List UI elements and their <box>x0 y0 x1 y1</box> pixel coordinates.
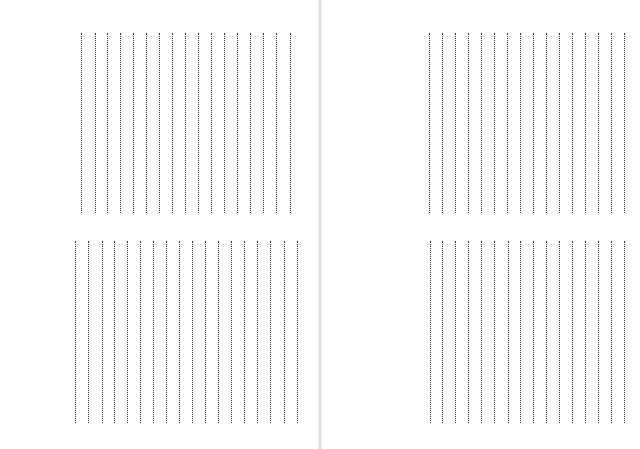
toc-dot-leader <box>520 33 521 213</box>
toc-entry <box>436 238 449 428</box>
toc-dot-leader <box>429 33 430 213</box>
toc-dot-leader <box>611 33 612 213</box>
toc-entry <box>553 238 566 428</box>
toc-dot-leader <box>546 33 547 213</box>
toc-dot-leader <box>508 241 509 423</box>
toc-entry <box>540 30 553 218</box>
toc-entry <box>153 30 166 218</box>
toc-dot-leader <box>494 33 495 213</box>
toc-entry <box>244 30 257 218</box>
toc-dot-leader <box>598 241 599 423</box>
toc-dot-leader <box>468 33 469 213</box>
toc-entry <box>264 238 277 428</box>
toc-entry <box>514 238 527 428</box>
toc-dot-leader <box>585 241 586 423</box>
toc-entry <box>277 238 290 428</box>
toc-dot-leader <box>211 33 212 213</box>
toc-entry <box>179 30 192 218</box>
toc-dot-leader <box>468 241 469 423</box>
toc-dot-leader <box>159 33 160 213</box>
toc-dot-leader <box>507 33 508 213</box>
toc-dot-leader <box>297 241 298 423</box>
toc-dot-leader <box>224 33 225 213</box>
toc-dot-leader <box>559 33 560 213</box>
toc-dot-leader <box>153 241 154 423</box>
toc-entry <box>449 238 462 428</box>
toc-entry <box>527 238 540 428</box>
toc-entry <box>134 238 147 428</box>
toc-entry <box>283 30 296 218</box>
toc-dot-leader <box>559 241 560 423</box>
toc-entry <box>462 30 475 218</box>
toc-entry <box>257 30 270 218</box>
toc-dot-leader <box>198 33 199 213</box>
toc-entry <box>462 238 475 428</box>
toc-dot-leader <box>520 241 521 423</box>
toc-dot-leader <box>624 241 625 423</box>
toc-dot-leader <box>95 33 96 213</box>
toc-dot-leader <box>276 33 277 213</box>
toc-entry <box>488 30 501 218</box>
toc-dot-leader <box>179 241 180 423</box>
toc-dot-leader <box>257 241 258 423</box>
toc-dot-leader <box>250 33 251 213</box>
toc-entry <box>218 30 231 218</box>
toc-entry <box>166 30 179 218</box>
toc-dot-leader <box>430 241 431 423</box>
toc-dot-leader <box>546 241 547 423</box>
toc-entry <box>114 30 127 218</box>
toc-dot-leader <box>81 33 82 213</box>
toc-dot-leader <box>218 241 219 423</box>
toc-dot-leader <box>442 33 443 213</box>
toc-entry <box>592 238 605 428</box>
toc-entry <box>199 238 212 428</box>
toc-entry <box>173 238 186 428</box>
toc-entry <box>160 238 173 428</box>
toc-dot-leader <box>533 33 534 213</box>
toc-entry <box>618 30 631 218</box>
toc-entry <box>540 238 553 428</box>
toc-dot-leader <box>140 241 141 423</box>
toc-dot-leader <box>88 241 89 423</box>
toc-entry <box>605 238 618 428</box>
toc-dot-leader <box>75 241 76 423</box>
toc-entry <box>251 238 264 428</box>
toc-dot-leader <box>481 241 482 423</box>
toc-dot-leader <box>284 241 285 423</box>
toc-dot-leader <box>572 33 573 213</box>
toc-dot-leader <box>585 33 586 213</box>
toc-entry <box>475 30 488 218</box>
toc-entry <box>592 30 605 218</box>
right-page <box>322 0 640 449</box>
toc-entry <box>618 238 631 428</box>
toc-entry <box>605 30 618 218</box>
toc-dot-leader <box>270 241 271 423</box>
toc-entry <box>290 238 303 428</box>
toc-dot-leader <box>290 33 291 213</box>
toc-dot-leader <box>231 241 232 423</box>
toc-entry <box>501 238 514 428</box>
toc-entry <box>82 238 95 428</box>
toc-entry <box>147 238 160 428</box>
toc-dot-leader <box>120 33 121 213</box>
toc-dot-leader <box>114 241 115 423</box>
toc-entry <box>121 238 134 428</box>
toc-dot-leader <box>102 241 103 423</box>
toc-entry <box>566 238 579 428</box>
toc-dot-leader <box>611 241 612 423</box>
toc-entry <box>488 238 501 428</box>
toc-entry <box>238 238 251 428</box>
toc-entry <box>225 238 238 428</box>
toc-dot-leader <box>237 33 238 213</box>
toc-dot-leader <box>205 241 206 423</box>
toc-entry <box>423 30 436 218</box>
toc-entry <box>231 30 244 218</box>
toc-dot-leader <box>127 241 128 423</box>
toc-dot-leader <box>263 33 264 213</box>
toc-entry <box>579 30 592 218</box>
toc-dot-leader <box>146 33 147 213</box>
toc-entry <box>205 30 218 218</box>
toc-dot-leader <box>185 33 186 213</box>
toc-dot-leader <box>598 33 599 213</box>
toc-entry <box>553 30 566 218</box>
toc-dot-leader <box>442 241 443 423</box>
toc-entry <box>101 30 114 218</box>
toc-dot-leader <box>572 241 573 423</box>
toc-entry <box>75 30 88 218</box>
toc-entry <box>514 30 527 218</box>
toc-entry <box>501 30 514 218</box>
toc-entry <box>192 30 205 218</box>
toc-dot-leader <box>192 241 193 423</box>
toc-dot-leader <box>172 33 173 213</box>
toc-dot-leader <box>455 241 456 423</box>
toc-entry <box>449 30 462 218</box>
toc-dot-leader <box>166 241 167 423</box>
toc-entry <box>527 30 540 218</box>
toc-dot-leader <box>244 241 245 423</box>
toc-entry <box>436 30 449 218</box>
toc-dot-leader <box>455 33 456 213</box>
toc-dot-leader <box>494 241 495 423</box>
toc-entry <box>69 238 82 428</box>
toc-dot-leader <box>624 33 625 213</box>
toc-entry <box>140 30 153 218</box>
toc-dot-leader <box>133 33 134 213</box>
toc-entry <box>212 238 225 428</box>
toc-entry <box>95 238 108 428</box>
toc-entry <box>423 238 436 428</box>
toc-entry <box>579 238 592 428</box>
toc-entry <box>475 238 488 428</box>
toc-entry <box>88 30 101 218</box>
toc-entry <box>127 30 140 218</box>
toc-entry <box>270 30 283 218</box>
toc-entry <box>186 238 199 428</box>
left-page <box>0 0 318 449</box>
toc-entry <box>108 238 121 428</box>
toc-entry <box>566 30 579 218</box>
toc-dot-leader <box>107 33 108 213</box>
toc-dot-leader <box>533 241 534 423</box>
toc-dot-leader <box>481 33 482 213</box>
